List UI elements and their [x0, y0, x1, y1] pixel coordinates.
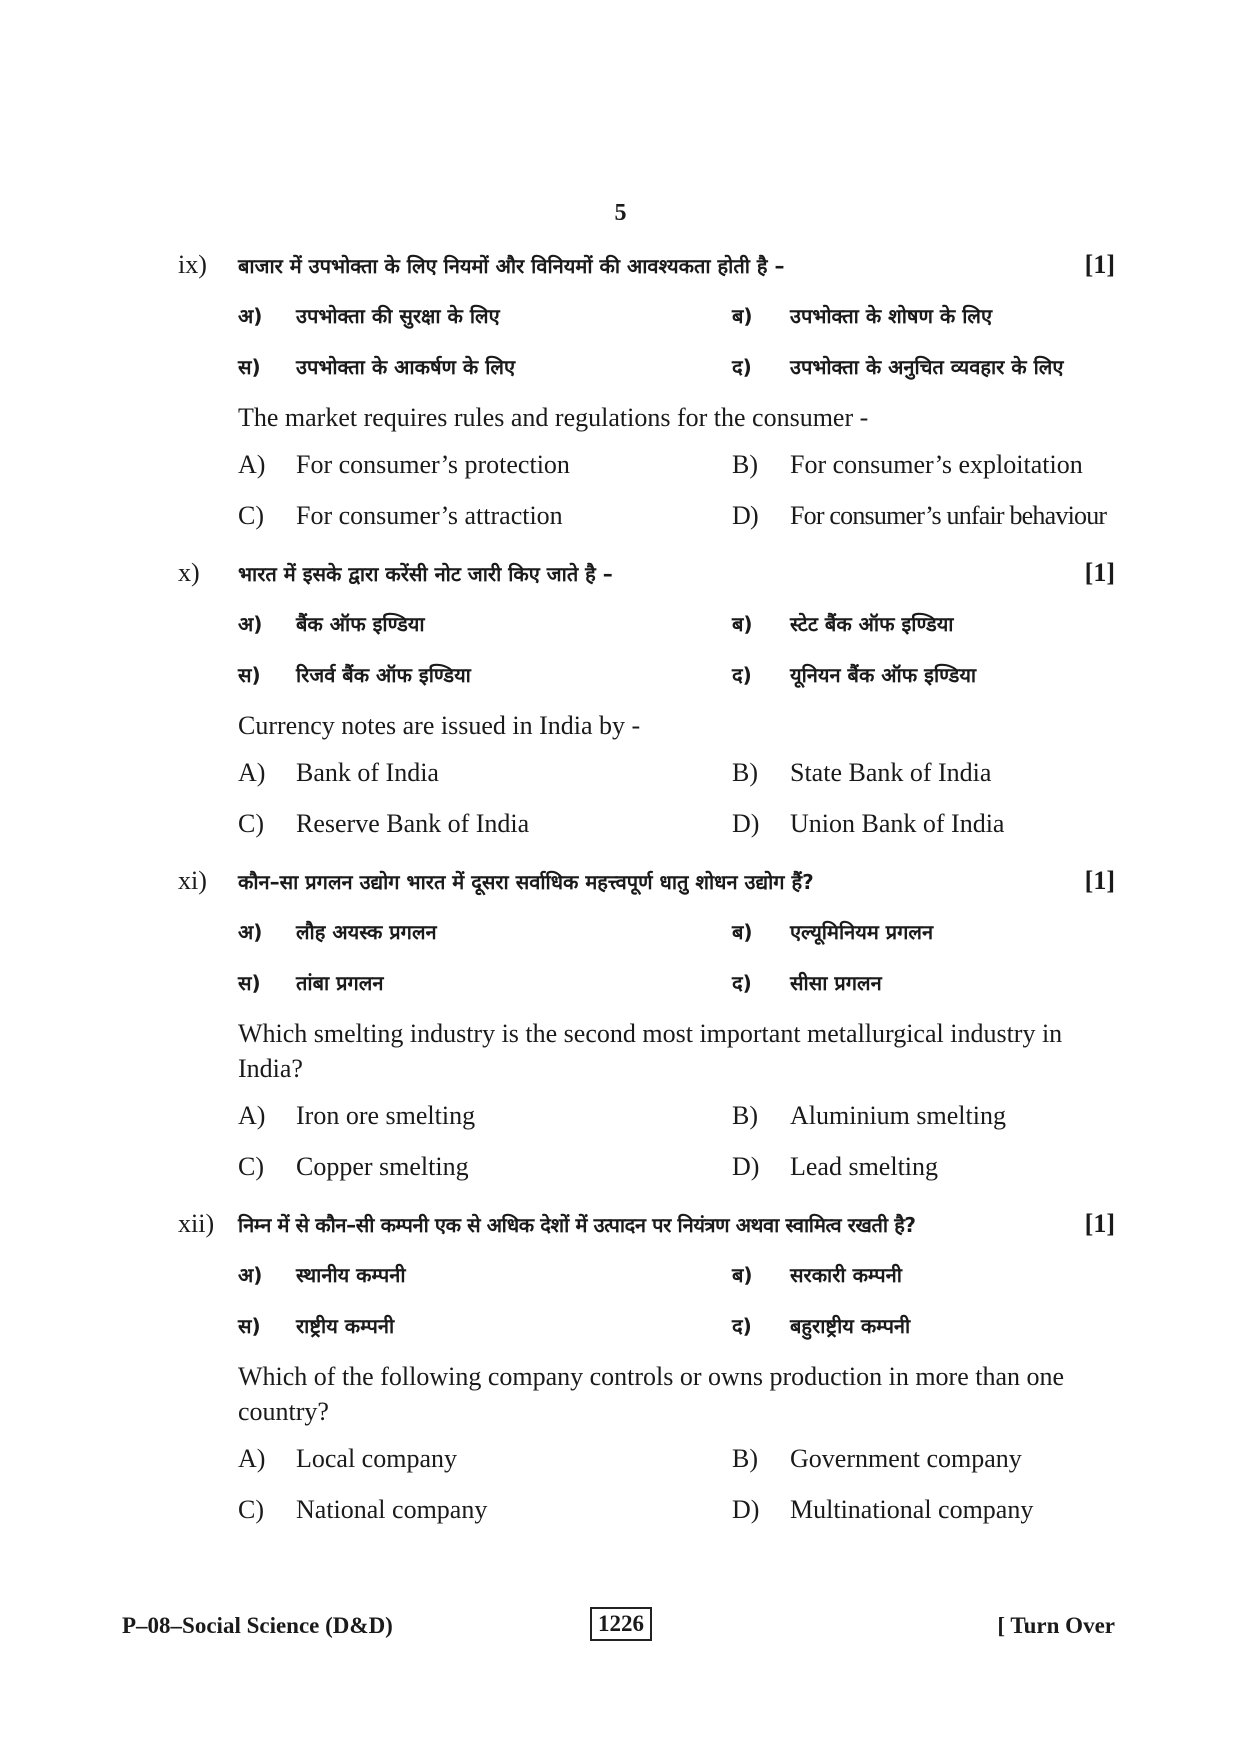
question-number: xi)	[178, 866, 207, 895]
option-label: द)	[732, 971, 752, 995]
option-label: B)	[732, 1101, 758, 1130]
option-text: Aluminium smelting	[790, 1101, 1006, 1130]
option-label: स)	[238, 1314, 261, 1338]
option-label: C)	[238, 1495, 264, 1524]
turn-over-label: [ Turn Over	[997, 1613, 1115, 1638]
page-footer	[0, 1611, 1241, 1651]
option-text: बहुराष्ट्रीय कम्पनी	[790, 1314, 911, 1338]
option-text: बैंक ऑफ इण्डिया	[296, 612, 425, 636]
option-text: Local company	[296, 1444, 457, 1473]
option-label: D)	[732, 1152, 760, 1181]
question-header	[0, 558, 1241, 598]
option-text: यूनियन बैंक ऑफ इण्डिया	[790, 663, 977, 687]
option-label: ब)	[732, 612, 753, 636]
option-text: Bank of India	[296, 758, 439, 787]
option-text: For consumer’s attraction	[296, 501, 563, 530]
page-code-box: 1226	[590, 1607, 652, 1641]
option-label: अ)	[238, 1263, 263, 1287]
option-label: अ)	[238, 612, 263, 636]
option-label: C)	[238, 501, 264, 530]
page-number: 5	[614, 200, 627, 226]
option-label: A)	[238, 1444, 266, 1473]
option-text: Government company	[790, 1444, 1022, 1473]
option-label: स)	[238, 663, 261, 687]
option-text: State Bank of India	[790, 758, 992, 787]
option-label: C)	[238, 809, 264, 838]
option-text: Copper smelting	[296, 1152, 469, 1181]
option-text: For consumer’s unfair behaviour	[790, 501, 1107, 530]
option-text: राष्ट्रीय कम्पनी	[296, 1314, 395, 1338]
question-header	[0, 866, 1241, 906]
option-label: स)	[238, 355, 261, 379]
question-text-hindi: निम्न में से कौन–सी कम्पनी एक से अधिक देशों में उत्पादन पर नियंत्रण अथवा स्वामित्व रखती है?	[238, 1213, 916, 1237]
option-text: उपभोक्ता के आकर्षण के लिए	[296, 355, 516, 379]
option-label: B)	[732, 1444, 758, 1473]
option-text: उपभोक्ता की सुरक्षा के लिए	[296, 304, 500, 328]
option-text: Multinational company	[790, 1495, 1034, 1524]
option-label: A)	[238, 450, 266, 479]
option-label: B)	[732, 450, 758, 479]
option-text: उपभोक्ता के अनुचित व्यवहार के लिए	[790, 355, 1064, 379]
question-text-english: Which of the following company controls or owns production in more than one country?	[238, 1362, 1065, 1426]
marks: [1]	[1084, 558, 1115, 587]
option-label: द)	[732, 663, 752, 687]
option-label: ब)	[732, 304, 753, 328]
option-label: अ)	[238, 304, 263, 328]
question-number: ix)	[178, 250, 207, 279]
option-label: C)	[238, 1152, 264, 1181]
question-text-hindi: कौन–सा प्रगलन उद्योग भारत में दूसरा सर्वाधिक महत्त्वपूर्ण धातु शोधन उद्योग हैं?	[238, 870, 814, 894]
option-text: Reserve Bank of India	[296, 809, 530, 838]
marks: [1]	[1084, 250, 1115, 279]
question-text-hindi: बाजार में उपभोक्ता के लिए नियमों और विनियमों की आवश्यकता होती है –	[238, 254, 785, 278]
option-label: B)	[732, 758, 758, 787]
option-label: स)	[238, 971, 261, 995]
option-text: उपभोक्ता के शोषण के लिए	[790, 304, 993, 328]
option-text: Iron ore smelting	[296, 1101, 476, 1130]
option-label: A)	[238, 758, 266, 787]
paper-code: P–08–Social Science (D&D)	[122, 1613, 393, 1638]
option-text: National company	[296, 1495, 488, 1524]
option-label: D)	[732, 501, 758, 530]
option-label: ब)	[732, 920, 753, 944]
option-text: एल्यूमिनियम प्रगलन	[790, 920, 934, 944]
option-label: अ)	[238, 920, 263, 944]
option-text: For consumer’s exploitation	[790, 450, 1083, 479]
option-text: तांबा प्रगलन	[296, 971, 384, 995]
question-text-hindi: भारत में इसके द्वारा करेंसी नोट जारी किए जाते है –	[238, 562, 613, 586]
option-text: Union Bank of India	[790, 809, 1005, 838]
question-header	[0, 1209, 1241, 1249]
question-number: x)	[178, 558, 200, 587]
option-label: द)	[732, 1314, 752, 1338]
option-text: रिजर्व बैंक ऑफ इण्डिया	[296, 663, 471, 687]
option-text: For consumer’s protection	[296, 450, 570, 479]
marks: [1]	[1084, 1209, 1115, 1238]
question-text-english: The market requires rules and regulations for the consumer -	[238, 403, 869, 432]
option-label: A)	[238, 1101, 266, 1130]
option-text: स्थानीय कम्पनी	[296, 1263, 406, 1287]
question-header	[0, 250, 1241, 290]
option-text: स्टेट बैंक ऑफ इण्डिया	[790, 612, 954, 636]
option-text: लौह अयस्क प्रगलन	[296, 920, 437, 944]
marks: [1]	[1084, 866, 1115, 895]
option-text: सीसा प्रगलन	[790, 971, 882, 995]
option-label: द)	[732, 355, 752, 379]
option-text: सरकारी कम्पनी	[790, 1263, 902, 1287]
question-text-english: Which smelting industry is the second most important metallurgical industry in India?	[238, 1019, 1063, 1083]
option-label: ब)	[732, 1263, 753, 1287]
option-label: D)	[732, 1495, 760, 1524]
option-label: D)	[732, 809, 760, 838]
question-number: xii)	[178, 1209, 215, 1238]
question-text-english: Currency notes are issued in India by -	[238, 711, 641, 740]
option-text: Lead smelting	[790, 1152, 939, 1181]
